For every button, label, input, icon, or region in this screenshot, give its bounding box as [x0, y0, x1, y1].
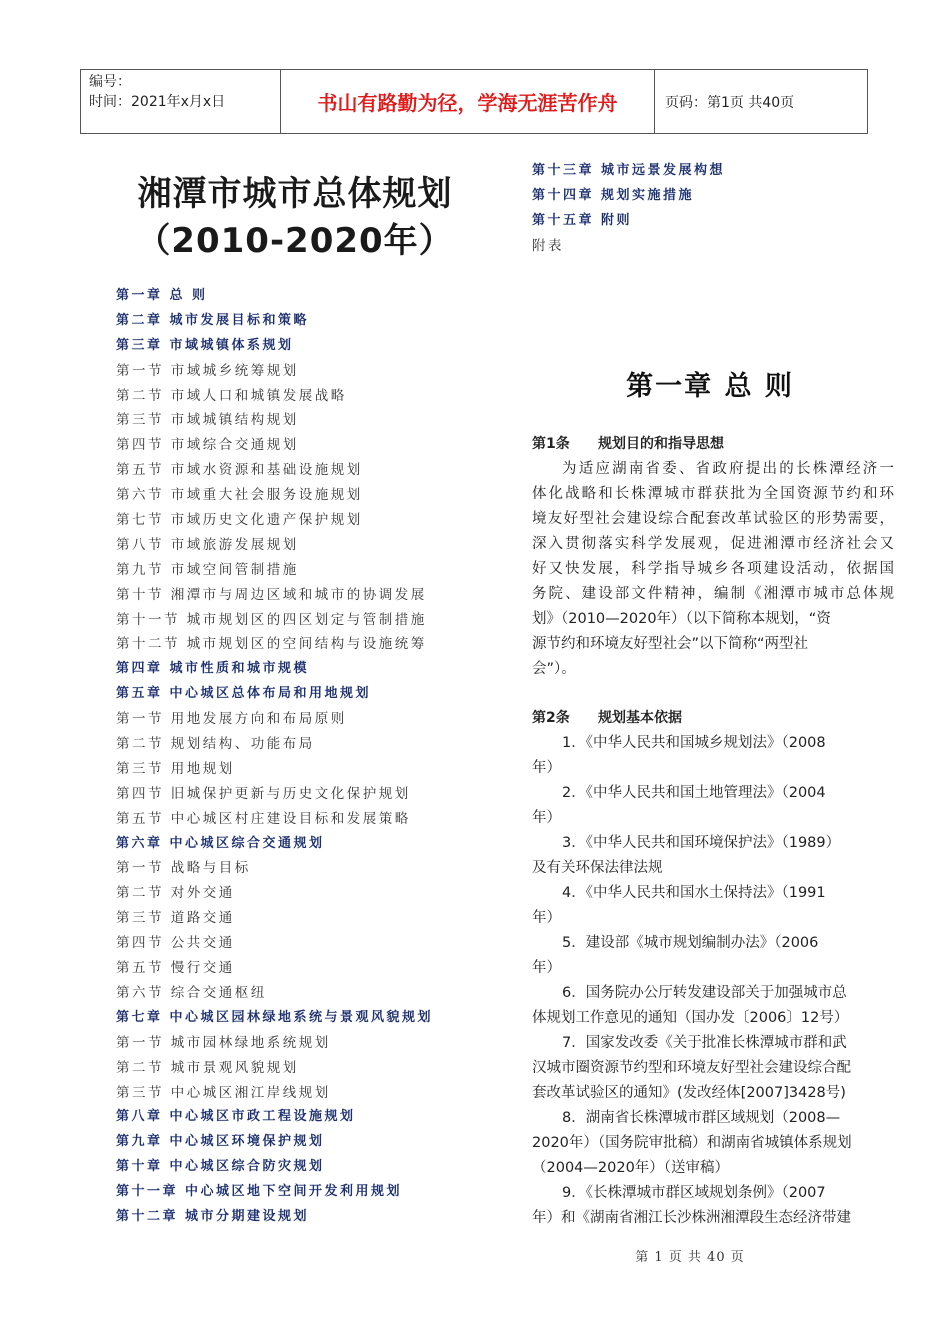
toc-section-item: 第二节 规划结构、功能布局	[116, 736, 315, 753]
basis-item: 1．《中华人民共和国城乡规划法》（2008	[562, 735, 826, 751]
article-body	[532, 731, 894, 1231]
toc-chapter-item: 第九章 中心城区环境保护规划	[116, 1134, 325, 1150]
toc-section-item: 第五节 中心城区村庄建设目标和发展策略	[116, 810, 411, 827]
article-line: 源节约和环境友好型社会”以下简称“两型社	[532, 636, 809, 652]
article-title: 规划目的和指导思想	[598, 436, 724, 452]
toc-chapter-item: 第一章 总 则	[116, 288, 208, 303]
toc-section-item: 第三节 道路交通	[116, 910, 235, 927]
basis-item: 5．建设部《城市规划编制办法》（2006	[562, 935, 819, 951]
article-1	[532, 432, 894, 682]
toc-chapter-item: 第三章 市域城镇体系规划	[116, 337, 294, 353]
toc-section-item: 第四节 旧城保护更新与历史文化保护规划	[116, 785, 411, 802]
toc-chapter-item: 第十三章 城市远景发展构想	[532, 163, 726, 178]
article-number: 第2条	[532, 710, 570, 726]
toc-chapter-item: 第十四章 规划实施措施	[532, 187, 695, 203]
basis-item-continuation: 2020年）（国务院审批稿）和湖南省城镇体系规划	[532, 1135, 852, 1151]
article-line: 体化战略和长株潭城市群获批为全国资源节约和环	[532, 486, 894, 502]
basis-item-continuation: 体规划工作意见的通知（国办发〔2006〕12号）	[532, 1010, 849, 1026]
toc-chapter-item: 第二章 城市发展目标和策略	[116, 312, 310, 328]
toc-section-item: 第六节 综合交通枢纽	[116, 984, 267, 1001]
toc-section-item: 第九节 市域空间管制措施	[116, 561, 299, 578]
toc-section-item: 第一节 市域城乡统筹规划	[116, 362, 299, 379]
toc-section-item: 第八节 市域旅游发展规划	[116, 536, 299, 553]
toc-section-item: 第七节 市域历史文化遗产保护规划	[116, 512, 363, 529]
toc-chapter-item: 第十五章 附则	[532, 212, 633, 228]
toc-section-item: 第一节 用地发展方向和布局原则	[116, 711, 347, 728]
basis-item: 9．《长株潭城市群区域规划条例》（2007	[562, 1185, 826, 1201]
toc-section-item: 第二节 城市景观风貌规划	[116, 1059, 299, 1076]
basis-item: 6．国务院办公厅转发建设部关于加强城市总	[562, 985, 847, 1001]
table-of-contents-right	[532, 159, 912, 259]
toc-chapter-item: 第六章 中心城区综合交通规划	[116, 835, 325, 851]
toc-chapter-item: 第十二章 城市分期建设规划	[116, 1208, 310, 1224]
article-line: 会”）。	[532, 661, 576, 677]
header-page-info: 页码：第1页 共40页	[665, 94, 795, 111]
toc-chapter-item: 第八章 中心城区市政工程设施规划	[116, 1109, 356, 1125]
article-heading	[532, 432, 894, 457]
header-serial: 编号：	[89, 74, 131, 90]
chapter-heading: 第一章 总 则	[626, 371, 794, 402]
toc-section-item: 第十二节 城市规划区的空间结构与设施统筹	[116, 636, 427, 653]
toc-section-item: 第三节 中心城区湘江岸线规划	[116, 1084, 331, 1101]
article-number: 第1条	[532, 436, 570, 452]
basis-item: 2．《中华人民共和国土地管理法》（2004	[562, 785, 826, 801]
toc-section-item: 第一节 城市园林绿地系统规划	[116, 1034, 331, 1051]
basis-item: 8．湖南省长株潭城市群区域规划（2008—	[562, 1110, 841, 1126]
article-2	[532, 706, 894, 1231]
toc-chapter-item: 第七章 中心城区园林绿地系统与景观风貌规划	[116, 1009, 434, 1025]
basis-item-continuation: 年）和《湖南省湘江长沙株洲湘潭段生态经济带建	[532, 1210, 851, 1226]
toc-section-item: 第四节 公共交通	[116, 935, 235, 952]
basis-item: 3．《中华人民共和国环境保护法》（1989）	[562, 835, 841, 851]
header-meta	[81, 70, 281, 133]
article-body	[532, 457, 894, 682]
toc-section-item: 第三节 用地规划	[116, 760, 235, 777]
basis-item-continuation: （2004—2020年）（送审稿）	[532, 1160, 730, 1176]
article-line: 境友好型社会建设综合配套改革试验区的形势需要，	[532, 511, 894, 527]
basis-item-continuation: 年）	[532, 960, 561, 976]
page-header	[80, 69, 868, 134]
toc-section-item: 第四节 市域综合交通规划	[116, 437, 299, 454]
article-line: 为适应湖南省委、省政府提出的长株潭经济一	[562, 461, 894, 477]
table-of-contents-left	[116, 284, 516, 1230]
article-line: 深入贯彻落实科学发展观，促进湘潭市经济社会又	[532, 536, 894, 552]
toc-section-item: 第五节 慢行交通	[116, 960, 235, 977]
header-time: 时间：2021年x月x日	[89, 94, 226, 110]
article-line: 划》（2010—2020年）（以下简称本规划，“资	[532, 611, 831, 627]
document-title-years: （2010-2020年）	[136, 221, 454, 261]
basis-item-continuation: 及有关环保法律法规	[532, 860, 663, 876]
toc-section-item: 第五节 市域水资源和基础设施规划	[116, 462, 363, 479]
toc-section-item: 第一节 战略与目标	[116, 860, 251, 877]
basis-item: 4．《中华人民共和国水土保持法》（1991	[562, 885, 826, 901]
toc-chapter-item: 第十章 中心城区综合防灾规划	[116, 1159, 325, 1175]
basis-item-continuation: 套改革试验区的通知》(发改经体[2007]3428号)	[532, 1085, 846, 1101]
toc-section-item: 第六节 市域重大社会服务设施规划	[116, 487, 363, 504]
toc-section-item: 第三节 市域城镇结构规划	[116, 412, 299, 429]
basis-item-continuation: 汉城市圈资源节约型和环境友好型社会建设综合配	[532, 1060, 851, 1076]
toc-section-item: 第二节 市域人口和城镇发展战略	[116, 387, 347, 404]
article-heading	[532, 706, 894, 731]
toc-section-item: 第十一节 城市规划区的四区划定与管制措施	[116, 611, 427, 628]
article-title: 规划基本依据	[598, 710, 682, 726]
basis-item-continuation: 年）	[532, 760, 561, 776]
document-title: 湘潭市城市总体规划	[137, 174, 453, 214]
toc-chapter-item: 第四章 城市性质和城市规模	[116, 661, 310, 677]
toc-chapter-item: 第十一章 中心城区地下空间开发利用规划	[116, 1184, 403, 1200]
basis-item-continuation: 年）	[532, 910, 561, 926]
basis-item: 7．国家发改委《关于批准长株潭城市群和武	[562, 1035, 847, 1051]
header-motto: 书山有路勤为径，学海无涯苦作舟	[281, 70, 655, 133]
article-line: 好又快发展，科学指导城乡各项建设活动，依据国	[532, 561, 894, 577]
article-line: 务院、建设部文件精神，编制《湘潭市城市总体规	[532, 586, 894, 602]
toc-section-item: 附表	[532, 237, 564, 254]
toc-chapter-item: 第五章 中心城区总体布局和用地规划	[116, 686, 372, 702]
toc-section-item: 第二节 对外交通	[116, 885, 235, 902]
basis-item-continuation: 年）	[532, 810, 561, 826]
toc-section-item: 第十节 湘潭市与周边区域和城市的协调发展	[116, 586, 427, 603]
page-footer: 第 1 页 共 40 页	[635, 1250, 745, 1265]
